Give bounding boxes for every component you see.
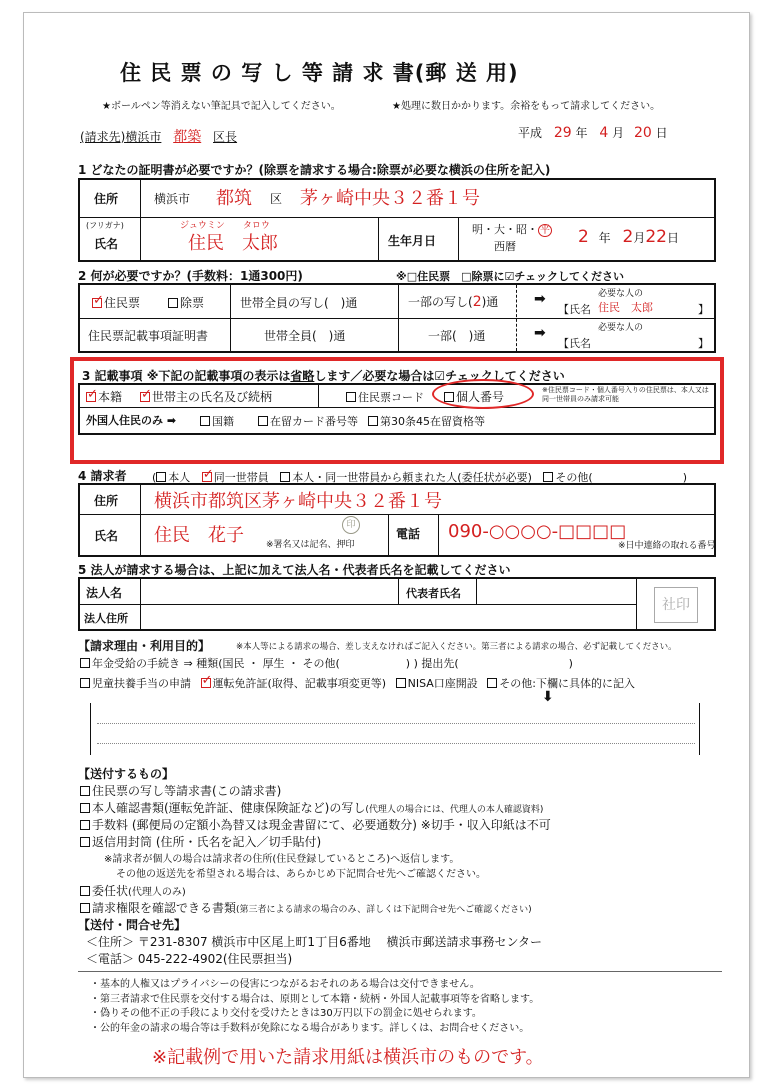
opt-jumin-code[interactable]: 住民票コード bbox=[346, 389, 424, 405]
contact-phone: ＜電話＞ 045-222-4902(住民票担当) bbox=[86, 952, 293, 966]
send-item-4: 返信用封筒 (住所・氏名を記入／切手貼付) bbox=[80, 833, 321, 850]
example-caption: ※記載例で用いた請求用紙は横浜市のものです。 bbox=[152, 1047, 544, 1068]
contact-heading: 【送付・問合せ先】 bbox=[78, 918, 187, 932]
opt-jyohyo[interactable]: 除票 bbox=[168, 294, 204, 311]
section3-heading: 3 記載事項 ※下記の記載事項の表示は省略します／必要な場合は☑チェックしてください bbox=[82, 369, 565, 383]
required-person-name: 住民 太郎 bbox=[598, 301, 653, 314]
send-item-5: 委任状(代理人のみ) bbox=[80, 882, 186, 899]
opt-zairyu[interactable]: 在留カード番号等 bbox=[258, 413, 358, 429]
s1-address-label: 住所 bbox=[94, 192, 119, 206]
addressee-suffix: 区長 bbox=[213, 130, 238, 144]
opt-kokuseki[interactable]: 国籍 bbox=[200, 413, 234, 429]
arrow-down-icon: ⬇ bbox=[542, 689, 554, 705]
reason-pension: 年金受給の手続き ⇒ 種類(国民 ・ 厚生 ・ その他( ) ) 提出先( ) bbox=[80, 655, 573, 671]
opt-honnin[interactable] bbox=[156, 472, 166, 482]
s1-address-value: 茅ヶ崎中央３２番１号 bbox=[300, 188, 480, 209]
opt-jumin-hyo[interactable]: ✓住民票 bbox=[92, 294, 140, 311]
section2-hint: ※□住民票 □除票に☑チェックしてください bbox=[396, 270, 625, 283]
opt-douitsu-setaiin[interactable] bbox=[202, 472, 212, 482]
section5-heading: 5 法人が請求する場合は、上記に加えて法人名・代表者氏名を記載してください bbox=[78, 563, 511, 577]
opt-setainushi[interactable]: ✓ 世帯主の氏名及び続柄 bbox=[140, 388, 272, 405]
section1-heading: 1 どなたの証明書が必要ですか？(除票を請求する場合:除票が必要な横浜の住所を記入) bbox=[78, 163, 551, 177]
company-seal-box: 社印 bbox=[654, 587, 698, 623]
gaikoku-label: 外国人住民のみ ➡ bbox=[86, 414, 177, 427]
s1-furigana-value: ジュウミン タロウ bbox=[180, 221, 270, 231]
partial-copies: 一部の写し(2)通 bbox=[408, 294, 499, 310]
opt-sonota[interactable] bbox=[543, 472, 553, 482]
opt-jidou-fuyou[interactable] bbox=[80, 678, 90, 688]
reason-options: 児童扶養手当の申請 ✓ 運転免許証(取得、記載事項変更等) NISA口座開設 その他:下欄に具体的に記入 bbox=[80, 675, 635, 691]
send-item-3: 手数料 (郵便局の定額小為替又は現金書留にて、必要通数分) ※切手・収入印紙は不可 bbox=[80, 816, 551, 833]
footer-notes: ・基本的人権又はプライバシーの侵害につながるおそれのある場合は交付できません。 ・第三者請求で住民票を交付する場合は、原則として本籍・続柄・外国人記載事項等を省略します。 ・偽りその他不正の手段により交付を受けたときは30万円以下の罰金に処せられます。 ・公的年金の請求の場合等は手数料が免除になる場合があります。詳しくは、お問合せください。 bbox=[90, 979, 540, 1034]
s1-ward-value: 都筑 bbox=[216, 188, 252, 209]
opt-kojin-bango[interactable]: 個人番号 bbox=[444, 388, 504, 405]
section4-heading: 4 請求者 bbox=[78, 469, 127, 483]
section1-table: 住所 横浜市 都筑 区 茅ヶ崎中央３２番１号 (フリガナ) 氏名 ジュウミン タロウ 住民 太郎 生年月日 明・大・昭・ 平 西暦 2 年 2月22日 bbox=[78, 178, 716, 262]
inkan-seal-icon: 印 bbox=[342, 516, 360, 534]
section2-table: ✓住民票 除票 世帯全員の写し( )通 一部の写し(2)通 ➡ 必要な人の 【氏名 住民 太郎 】 住民票記載事項証明書 世帯全員( )通 一部( )通 ➡ 必要な人の 【氏名 】 bbox=[78, 283, 716, 353]
contact-address: ＜住所＞ 〒231-8307 横浜市中区尾上町1丁目6番地 横浜市郵送請求事務センター bbox=[86, 935, 543, 949]
s1-name-value: 住民 太郎 bbox=[188, 233, 278, 254]
arrow-right-icon-2: ➡ bbox=[534, 325, 546, 341]
note-processing: ★処理に数日かかります。余裕をもって請求してください。 bbox=[392, 101, 661, 112]
send-item-6: 請求権限を確認できる書類(第三者による請求の場合のみ、詳しくは下記問合せ先へご確認ください) bbox=[80, 899, 532, 916]
kojin-bango-circle bbox=[432, 379, 534, 409]
s1-dob-value: 2 年 2月22日 bbox=[578, 227, 679, 247]
request-date: 平成 29 年 4 月 20 日 bbox=[518, 125, 668, 141]
requester-phone: 090-○○○○-□□□□ bbox=[448, 521, 627, 542]
opt-honseki[interactable]: ✓本籍 bbox=[86, 388, 122, 405]
opt-dairinin[interactable] bbox=[280, 472, 290, 482]
reason-heading: 【請求理由・利用目的】 bbox=[78, 639, 211, 653]
arrow-right-icon: ➡ bbox=[534, 291, 546, 307]
requester-name: 住民 花子 bbox=[154, 525, 244, 546]
reason-free-text-area[interactable] bbox=[90, 703, 700, 755]
note-ballpoint: ★ボールペン等消えない筆記具で記入してください。 bbox=[102, 101, 341, 112]
requester-address: 横浜市都筑区茅ヶ崎中央３２番１号 bbox=[154, 491, 442, 512]
section2-heading: 2 何が必要ですか？(手数料：1通300円) bbox=[78, 269, 303, 283]
setai-all-copies: 世帯全員の写し( )通 bbox=[240, 296, 358, 310]
addressee-prefix: (請求先)横浜市 bbox=[80, 130, 162, 144]
opt-menkyo[interactable] bbox=[201, 678, 211, 688]
opt-pension[interactable] bbox=[80, 658, 90, 668]
opt-nisa[interactable] bbox=[396, 678, 406, 688]
requester-type-options: ( 本人 ✓ 同一世帯員 本人・同一世帯員から頼まれた人(委任状が必要) その他( ) bbox=[152, 469, 687, 485]
send-heading: 【送付するもの】 bbox=[78, 767, 175, 781]
section4-table: 住所 横浜市都筑区茅ヶ崎中央３２番１号 氏名 住民 花子 印 ※署名又は記名、押印 電話 090-○○○○-□□□□ ※日中連絡の取れる番号 bbox=[78, 483, 716, 557]
section5-table: 法人名 代表者氏名 法人住所 社印 bbox=[78, 577, 716, 631]
send-item-2: 本人確認書類(運転免許証、健康保険証など)の写し(代理人の場合には、代理人の本人確認資料) bbox=[80, 799, 543, 816]
addressee-ward: 都築 bbox=[173, 129, 202, 145]
opt-dai30jou[interactable]: 第30条45在留資格等 bbox=[368, 413, 485, 429]
send-item-1: 住民票の写し等請求書(この請求書) bbox=[80, 782, 281, 799]
addressee bbox=[80, 126, 237, 146]
kisai-certificate-label: 住民票記載事項証明書 bbox=[88, 329, 209, 343]
section3-table: ✓本籍 ✓ 世帯主の氏名及び続柄 住民票コード 個人番号 ※住民票コード・個人番号入りの住民票は、本人又は同一世帯員のみ請求可能 外国人住民のみ ➡ 国籍 在留カード番号等 第30条45在留資格等 bbox=[78, 383, 716, 435]
footer-divider bbox=[78, 971, 722, 972]
opt-other-reason[interactable] bbox=[487, 678, 497, 688]
form-title: 住 民 票 の 写 し 等 請 求 書(郵 送 用) bbox=[120, 61, 519, 85]
request-form-page: 住 民 票 の 写 し 等 請 求 書(郵 送 用) ★ボールペン等消えない筆記具で記入してください。 ★処理に数日かかります。余裕をもって請求してください。 (請求先)横浜市 都築 区長 平成 29 年 4 月 20 日 1 どなたの証明書が必要ですか？(除票を請求する場合:除票が必要な横浜の住所を記入) 住所 横浜市 都筑 区 茅ヶ崎中央３２番１号 (フリガナ) 氏名 ジュウミン タロウ 住民 太郎 生年月日 明・大・昭・ 平 西暦 2 年 2月22日 2 何が必要ですか？(手数料：1通300円) ※□住民票 □除票に☑チェックしてください ✓住民票 除票 世帯全員の写し( )通 一部の写し(2)通 ➡ 必要な人の 【氏名 住民 太郎 】 住民票記載事項証明書 世帯全員( )通 一部( )通 ➡ 必要な人の 【氏名 】 3 記載事項 ※下記の記載事項の表示は省略します／必要な場合は☑チェックしてください ✓本籍 ✓ 世帯主の氏名及び続柄 住民票コード 個人番号 ※住民票コード・個人番号入りの住民票は、本人又は同一世帯員のみ請求可能 外国人住民のみ ➡ 国籍 在留カード番号等 第30条45在留資格等 4 請求者 ( 本人 ✓ 同一世帯員 本人・同一世帯員から頼まれた人(委任状が必要) その他( ) 住所 横浜市都筑区茅ヶ崎中央３２番１号 氏名 住民 花子 印 ※署名又は記名、押印 電話 090-○○○○-□□□□ ※日中連絡の取れる番号 5 法人が請求する場合は、上記に加えて法人名・代表者氏名を記載してください 法人名 代表者氏名 法人住所 社印 【請求理由・利用目的】 ※本人等による請求の場合、差し支えなければご記入ください。第三者による請求の場合、必ず記載してください。 年金受給の手続き ⇒ 種類(国民 ・ 厚生 ・ その他( ) ) 提出先( ) 児童扶養手当の申請 ✓ 運転免許証(取得、記載事項変更等) NISA口座開設 その他:下欄に具体的に記入 ⬇ 【送付するもの】 住民票の写し等請求書(この請求書) 本人確認書類(運転免許証、健康保険証など)の写し(代理人の場合には、代理人の本人確認資料) 手数料 (郵便局の定額小為替又は現金書留にて、必要通数分) ※切手・収入印紙は不可 返信用封筒 (住所・氏名を記入／切手貼付) ※請求者が個人の場合は請求者の住所(住民登録しているところ)へ返信します。 その他の返送先を希望される場合は、あらかじめ下記問合せ先へご確認ください。 委任状(代理人のみ) 請求権限を確認できる書類(第三者による請求の場合のみ、詳しくは下記問合せ先へご確認ください) 【送付・問合せ先】 ＜住所＞ 〒231-8307 横浜市中区尾上町1丁目6番地 横浜市郵送請求事務センター ＜電話＞ 045-222-4902(住民票担当) ・基本的人権又はプライバシーの侵害につながるおそれのある場合は交付できません。 ・第三者請求で住民票を交付する場合は、原則として本籍・続柄・外国人記載事項等を省略します。 ・偽りその他不正の手段により交付を受けたときは30万円以下の罰金に処せられます。 ・公的年金の請求の場合等は手数料が免除になる場合があります。詳しくは、お問合せください。 ※記載例で用いた請求用紙は横浜市のものです。 bbox=[23, 12, 750, 1078]
era-heisei-circle: 平 bbox=[540, 225, 550, 236]
